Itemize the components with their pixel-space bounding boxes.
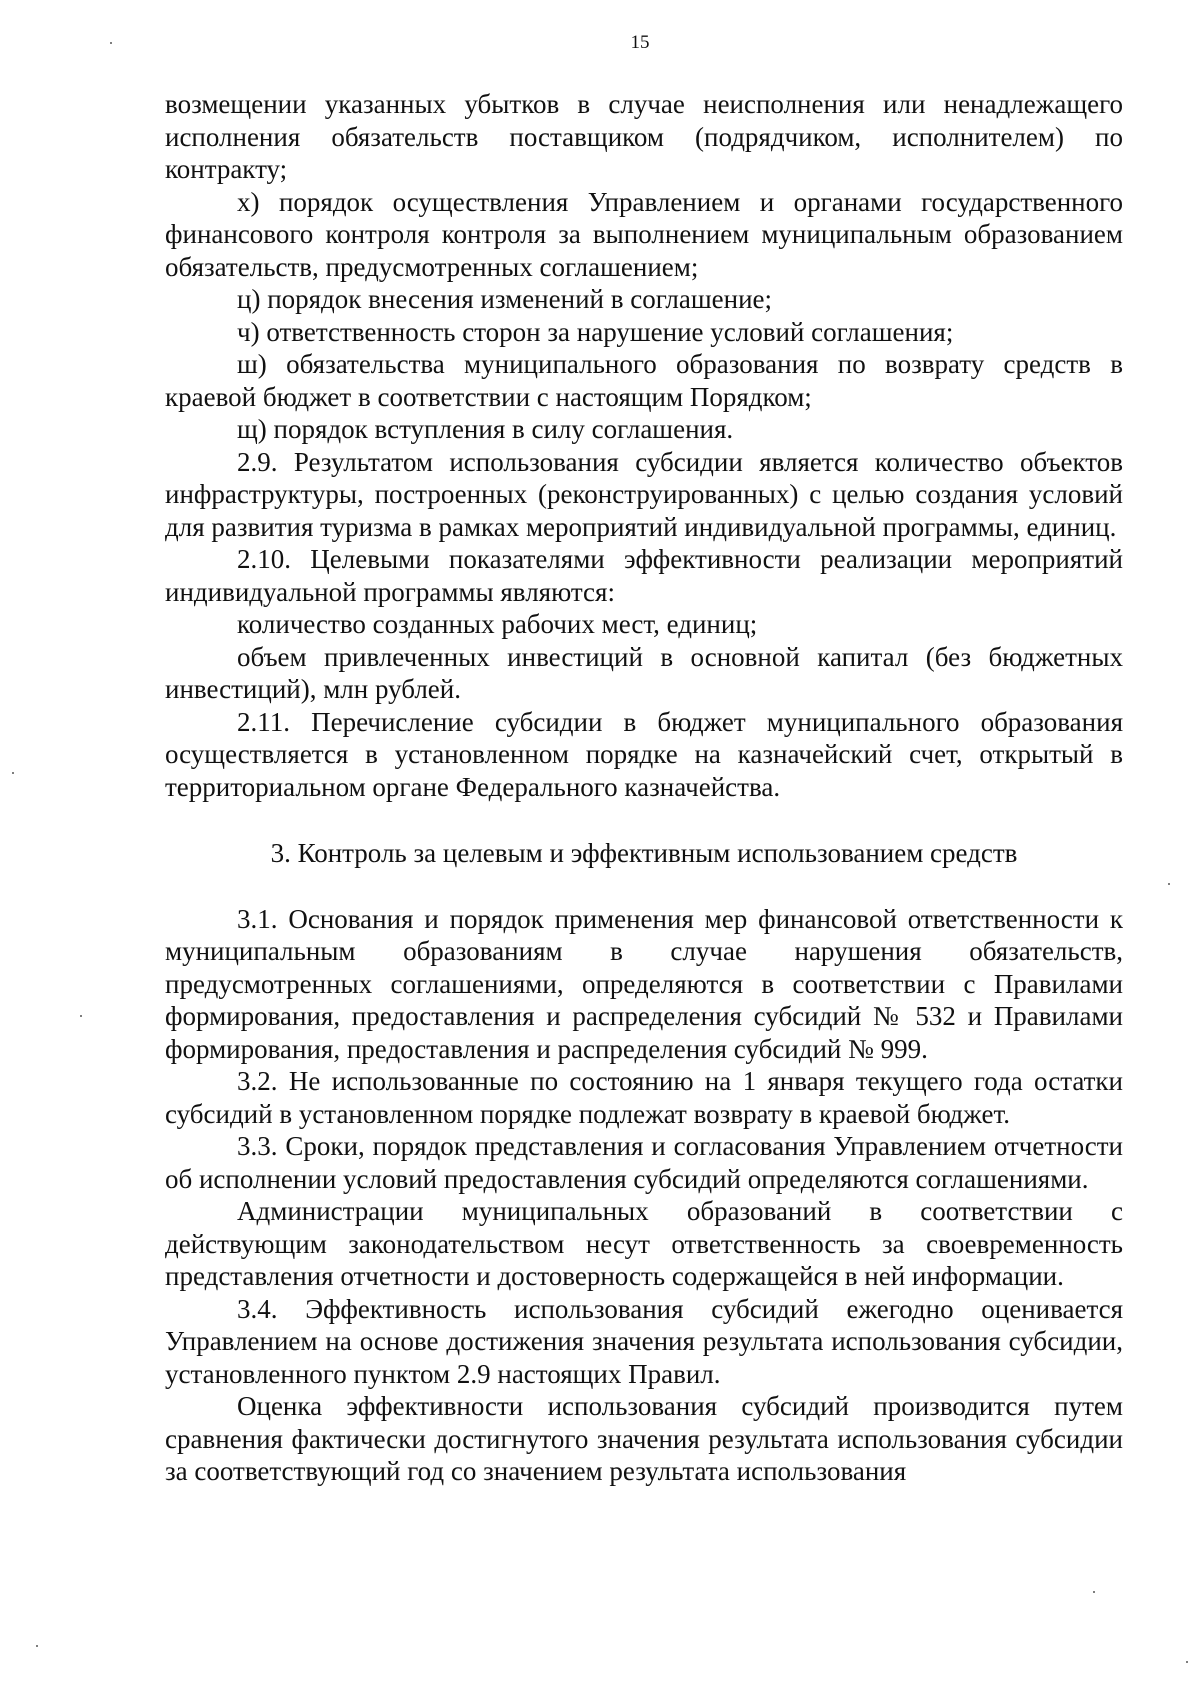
paragraph: возмещении указанных убытков в случае неисполнения или ненадлежащего исполнения обязательств поставщиком (подрядчиком, исполнителем) по контракту; [165, 89, 1123, 184]
paragraph: 3.2. Не использованные по состоянию на 1 января текущего года остатки субсидий в установленном порядке подлежат возврату в краевой бюджет. [165, 1066, 1123, 1129]
scan-speck [110, 42, 112, 44]
page-number: 15 [630, 32, 650, 53]
paragraph: Администрации муниципальных образований в соответствии с действующим законодательством несут ответственность за своевременность представления отчетности и достоверность содержащейся в ней информации. [165, 1196, 1123, 1291]
paragraph: объем привлеченных инвестиций в основной капитал (без бюджетных инвестиций), млн рублей. [165, 641, 1123, 704]
paragraph: 3.3. Сроки, порядок представления и согласования Управлением отчетности об исполнении условий предоставления субсидий определяются соглашениями. [165, 1131, 1123, 1194]
paragraph: 3.4. Эффективность использования субсидий ежегодно оценивается Управлением на основе достижения значения результата использования субсидии, установленного пунктом 2.9 настоящих Правил. [165, 1293, 1123, 1389]
paragraph: 3.1. Основания и порядок применения мер финансовой ответственности к муниципальным образованиям в случае нарушения обязательств, предусмотренных соглашениями, определяются в соответствии с Правилами формирования, предоставления и распределения субсидий № 532 и Правилами формирования, предоставления и распределения субсидий № 999. [165, 903, 1123, 1064]
paragraph: щ) порядок вступления в силу соглашения. [237, 414, 734, 444]
paragraph: ш) обязательства муниципального образования по возврату средств в краевой бюджет в соответствии с настоящим Порядком; [165, 349, 1123, 412]
scan-speck [80, 1015, 82, 1017]
scan-speck [1093, 1591, 1095, 1593]
paragraph: 2.11. Перечисление субсидии в бюджет муниципального образования осуществляется в установленном порядке на казначейский счет, открытый в территориальном органе Федерального казначейства. [165, 706, 1123, 802]
scan-speck [12, 772, 14, 774]
paragraph: ц) порядок внесения изменений в соглашение; [237, 284, 773, 314]
paragraph: 2.9. Результатом использования субсидии является количество объектов инфраструктуры, построенных (реконструированных) с целью создания условий для развития туризма в рамках мероприятий индивидуальной программы, единиц. [165, 446, 1123, 542]
scan-speck [1186, 1661, 1188, 1663]
paragraph: Оценка эффективности использования субсидий производится путем сравнения фактически достигнутого значения результата использования субсидии за соответствующий год со значением результата использования [165, 1391, 1123, 1486]
section-heading: 3. Контроль за целевым и эффективным использованием средств [270, 838, 1018, 868]
paragraph: х) порядок осуществления Управлением и органами государственного финансового контроля контроля за выполнением муниципальным образованием обязательств, предусмотренных соглашением; [165, 186, 1123, 282]
scan-speck [1168, 883, 1170, 885]
paragraph: 2.10. Целевыми показателями эффективности реализации мероприятий индивидуальной программы являются: [165, 544, 1123, 607]
document-body [165, 88, 1123, 1488]
paragraph: количество созданных рабочих мест, единиц; [237, 609, 758, 639]
scan-speck [36, 1645, 38, 1647]
paragraph: ч) ответственность сторон за нарушение условий соглашения; [237, 316, 954, 347]
